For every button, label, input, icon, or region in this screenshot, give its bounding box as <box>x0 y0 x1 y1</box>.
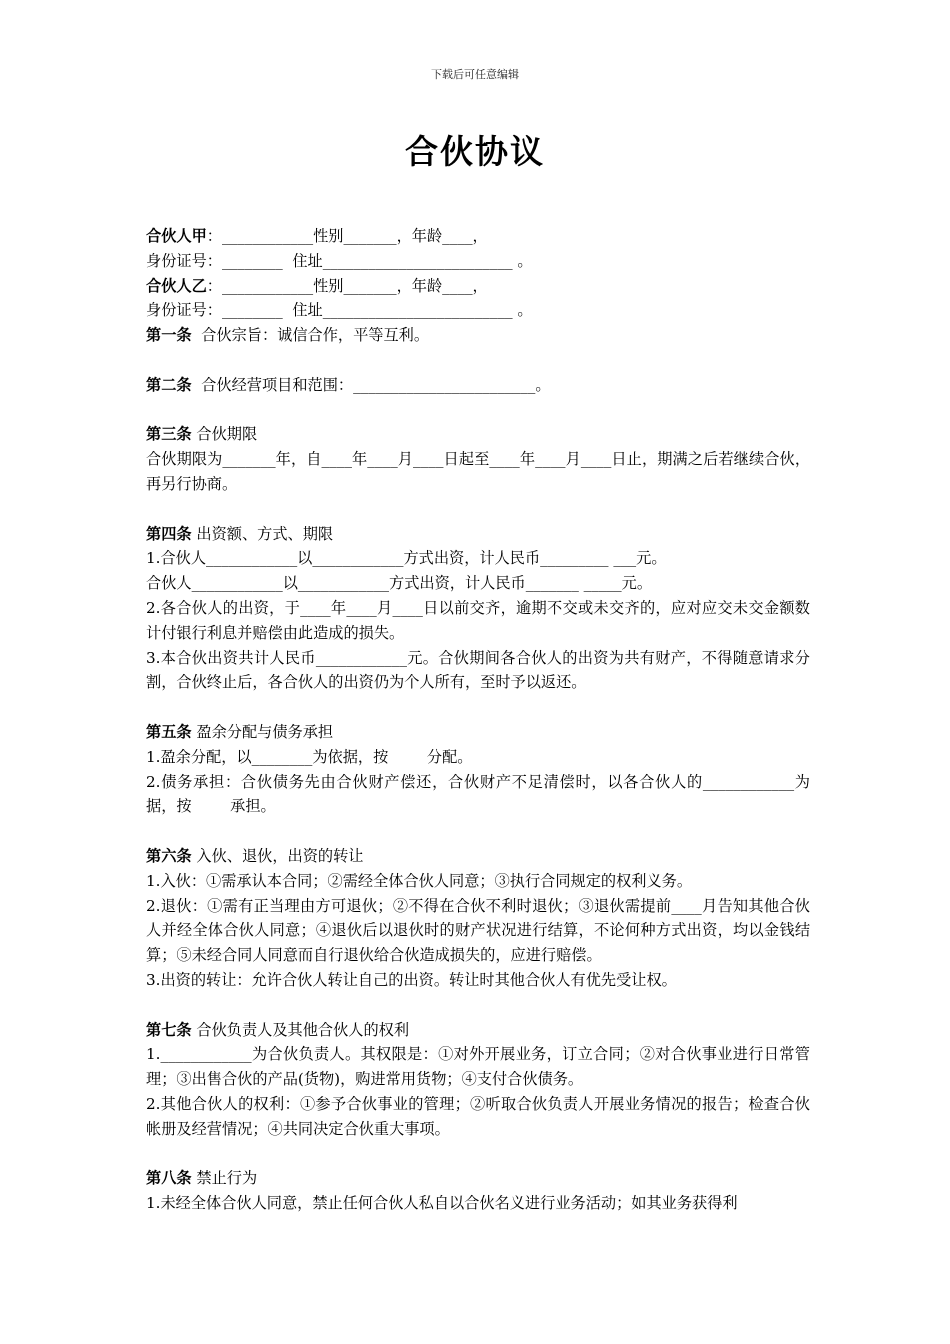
partner-b-line: 合伙人乙：____________性别_______，年龄____， <box>146 276 488 295</box>
article-5-paragraph: 1.盈余分配，以________为依据，按 分配。 <box>146 747 473 766</box>
article-3-heading: 第三条 合伙期限 <box>146 425 258 444</box>
partner-b-label: 合伙人乙 <box>146 276 207 295</box>
article-6-paragraph: 1.入伙：①需承认本合同；②需经全体合伙人同意；③执行合同规定的权利义务。 <box>146 871 693 890</box>
article-3-paragraph: 合伙期限为_______年，自____年____月____日起至____年____月____日止，期满之后若继续合伙，再另行协商。 <box>146 450 810 493</box>
partner-a-label: 合伙人甲 <box>146 227 207 245</box>
article-5-heading: 第五条 盈余分配与债务承担 <box>146 722 334 741</box>
partner-a-line: 合伙人甲：____________性别_______，年龄____， <box>146 227 488 245</box>
article-4-heading: 第四条 出资额、方式、期限 <box>146 524 334 543</box>
article-8-heading: 第八条 禁止行为 <box>146 1169 258 1188</box>
article-7-paragraph: 2.其他合伙人的权利：①参予合伙事业的管理；②听取合伙负责人开展业务情况的报告；检查合伙帐册及经营情况；④共同决定合伙重大事项。 <box>146 1094 810 1138</box>
page-header: 下载后可任意编辑 <box>431 68 519 81</box>
article-4-paragraph: 2.各合伙人的出资，于____年____月____日以前交齐，逾期不交或未交齐的，应对应交未交金额数计付银行利息并赔偿由此造成的损失。 <box>146 598 810 642</box>
document-title: 合伙协议 <box>405 132 545 171</box>
article-4-paragraph: 3.本合伙出资共计人民币____________元。合伙期间各合伙人的出资为共有财产，不得随意请求分割，合伙终止后，各合伙人的出资仍为个人所有，至时予以返还。 <box>146 648 810 692</box>
partner-b-id-line: 身份证号：________ 住址_________________________ 。 <box>146 301 533 320</box>
article-7-heading: 第七条 合伙负责人及其他合伙人的权利 <box>146 1020 410 1039</box>
article-8-paragraph: 1.未经全体合伙人同意，禁止任何合伙人私自以合伙名义进行业务活动；如其业务获得利 <box>146 1194 738 1213</box>
article-6-heading: 第六条 入伙、退伙，出资的转让 <box>146 846 364 865</box>
article-2: 第二条 合伙经营项目和范围：________________________。 <box>146 375 551 394</box>
article-4-paragraph: 1.合伙人____________以____________方式出资，计人民币_________ ___元。 <box>146 549 667 568</box>
document-body <box>146 224 810 1216</box>
article-6-paragraph: 3.出资的转让：允许合伙人转让自己的出资。转让时其他合伙人有优先受让权。 <box>146 970 677 989</box>
article-7-paragraph: 1.____________为合伙负责人。其权限是：①对外开展业务，订立合同；②对合伙事业进行日常管理；③出售合伙的产品(货物)，购进常用货物；④支付合伙债务。 <box>146 1045 810 1089</box>
article-5-paragraph: 2.债务承担：合伙债务先由合伙财产偿还，合伙财产不足清偿时，以各合伙人的____________为据，按 承担。 <box>146 772 810 816</box>
article-6-paragraph: 2.退伙：①需有正当理由方可退伙；②不得在合伙不利时退伙；③退伙需提前____月告知其他合伙人并经全体合伙人同意；④退伙后以退伙时的财产状况进行结算，不论何种方式出资，均以金钱结算；⑤未经合同人同意而自行退伙给合伙造成损失的，应进行赔偿。 <box>146 896 810 965</box>
article-1: 第一条 合伙宗旨：诚信合作，平等互利。 <box>146 326 430 345</box>
partner-a-id-line: 身份证号：________ 住址_________________________ 。 <box>146 251 533 270</box>
article-4-paragraph: 合伙人____________以____________方式出资，计人民币_______ _____元。 <box>146 574 653 593</box>
